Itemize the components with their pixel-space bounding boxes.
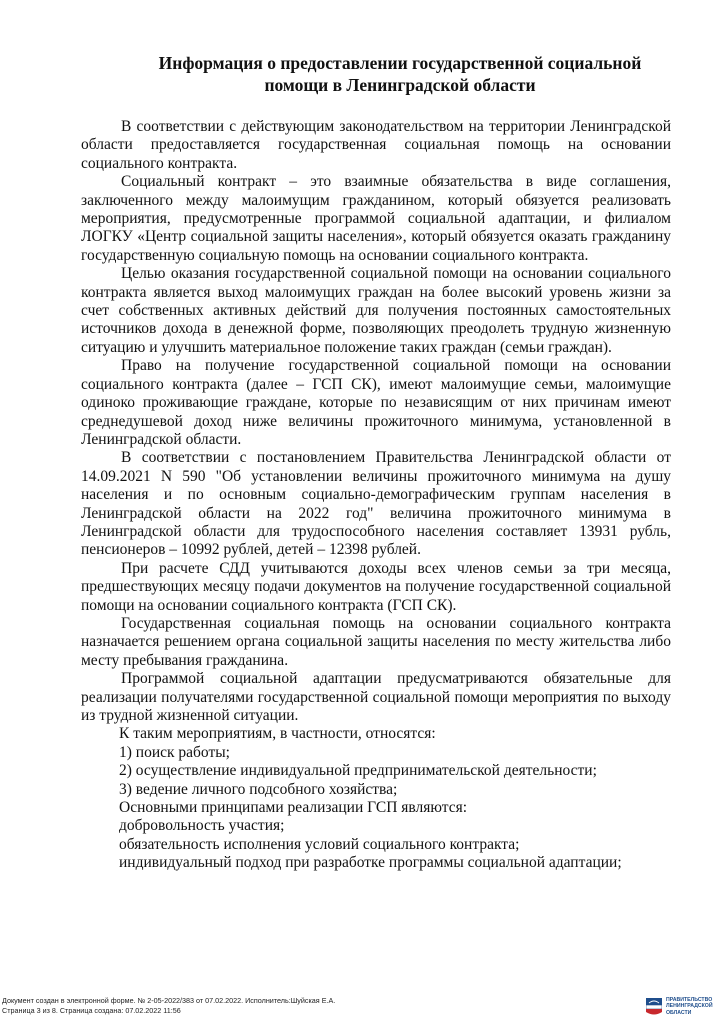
footer-line-1: Документ создан в электронной форме. № 2-05-2022/383 от 07.02.2022. Исполнитель:Шуйская Е.А. — [2, 996, 336, 1005]
document-body — [81, 118, 671, 873]
document-footer — [2, 996, 602, 1015]
document-title — [110, 52, 690, 96]
coat-of-arms-icon — [646, 998, 662, 1016]
principle-item: добровольность участия; — [119, 817, 285, 835]
title-line-2: помощи в Ленинградской области — [264, 75, 536, 95]
paragraph-8: Программой социальной адаптации предусматриваются обязательные для реализации получателями государственной социальной помощи мероприятия по выходу из трудной жизненной ситуации. — [81, 670, 671, 724]
paragraph-2: Социальный контракт – это взаимные обязательства в виде соглашения, заключенного между малоимущим гражданином, который обязуется реализовать мероприятия, предусмотренные программой социальной адаптации, и филиалом ЛОГКУ «Центр социальной защиты населения», который обязуется оказать гражданину государственную социальную помощь на основании социального контракта. — [81, 173, 671, 264]
paragraph-6: При расчете СДД учитываются доходы всех членов семьи за три месяца, предшествующих месяцу подачи документов на получение государственной социальной помощи на основании социального контракта (ГСП СК). — [81, 559, 671, 614]
measure-item: 3) ведение личного подсобного хозяйства; — [119, 780, 398, 798]
government-logo — [646, 996, 724, 1022]
principle-item: обязательность исполнения условий социального контракта; — [119, 835, 520, 853]
principle-item: индивидуальный подход при разработке программы социальной адаптации; — [119, 854, 622, 872]
paragraph-7: Государственная социальная помощь на основании социального контракта назначается решением органа социальной защиты населения по месту жительства либо месту пребывания гражданина. — [81, 614, 671, 669]
title-line-1: Информация о предоставлении государственной социальной — [158, 53, 642, 73]
footer-line-2: Страница 3 из 8. Страница создана: 07.02.2022 11:56 — [2, 1005, 181, 1015]
paragraph-1: В соответствии с действующим законодательством на территории Ленинградской области предоставляется государственная социальная помощь на основании социального контракта. — [81, 118, 671, 172]
measure-item: 1) поиск работы; — [119, 743, 230, 761]
paragraph-4: Право на получение государственной социальной помощи на основании социального контракта (далее – ГСП СК), имеют малоимущие семьи, малоимущие одиноко проживающие граждане, которые по независящим от них причинам имеют среднедушевой доход ниже величины прожиточного минимума, установленной в Ленинградской области. — [81, 357, 671, 448]
paragraph-5: В соответствии с постановлением Правительства Ленинградской области от 14.09.2021 N 590 "Об установлении величины прожиточного минимума на душу населения и по основным социально-демографическим группам населения в Ленинградской области на 2022 год" величина прожиточного минимума в Ленинградской области для трудоспособного населения составляет 13931 рубль, пенсионеров – 10992 рублей, детей – 12398 рублей. — [81, 449, 671, 559]
paragraph-3: Целью оказания государственной социальной помощи на основании социального контракта является выход малоимущих граждан на более высокий уровень жизни за счет собственных активных действий для получения постоянных самостоятельных источников дохода в денежной форме, позволяющих преодолеть трудную жизненную ситуацию и улучшить материальное положение таких граждан (семьи граждан). — [81, 265, 671, 356]
measure-item: 2) осуществление индивидуальной предпринимательской деятельности; — [119, 762, 597, 780]
logo-text: ПРАВИТЕЛЬСТВО ЛЕНИНГРАДСКОЙ ОБЛАСТИ — [666, 997, 713, 1016]
principles-intro: Основными принципами реализации ГСП являются: — [119, 799, 468, 817]
measures-intro: К таким мероприятиям, в частности, относятся: — [119, 725, 436, 743]
